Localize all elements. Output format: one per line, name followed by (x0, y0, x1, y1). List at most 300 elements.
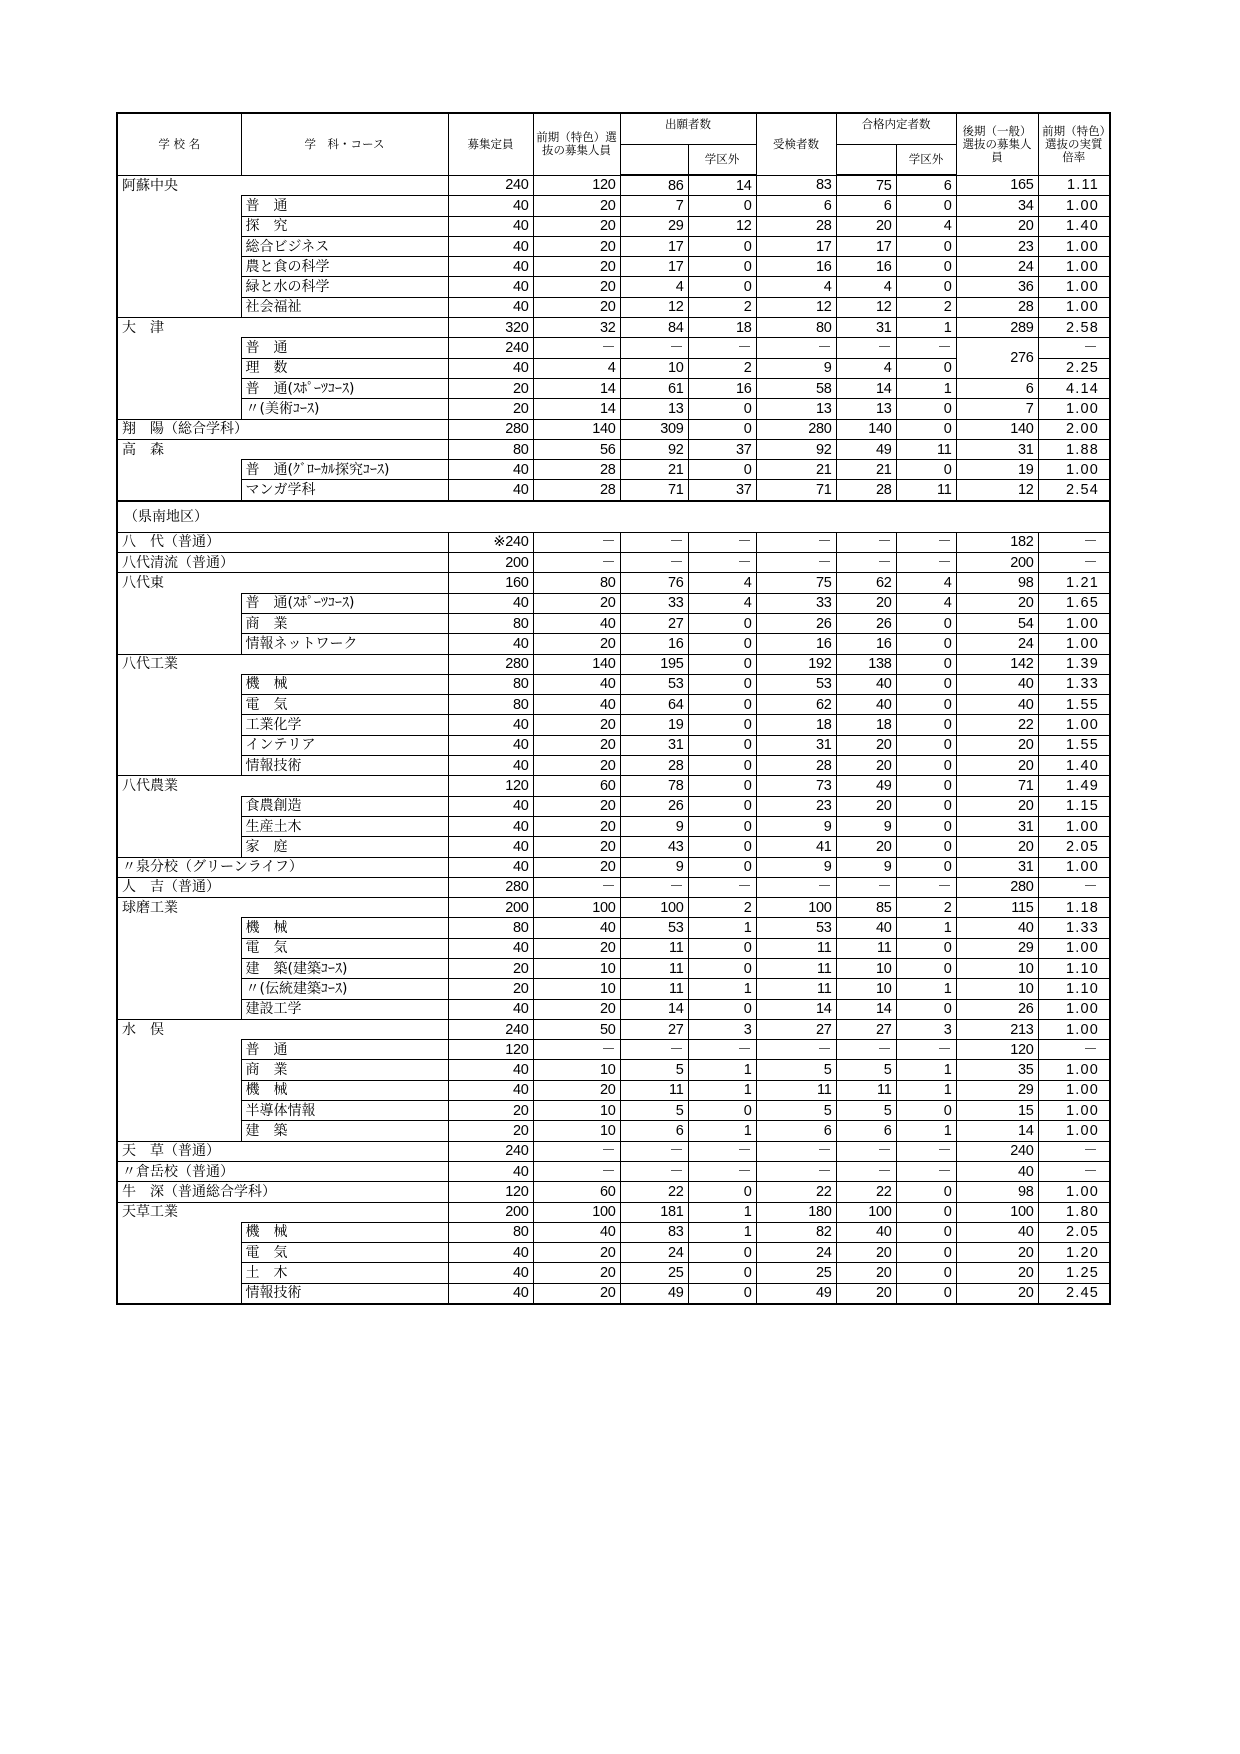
admissions-table (116, 112, 1111, 1305)
school-name (117, 1040, 241, 1060)
examinees-cell: － (756, 877, 836, 897)
passed-cell: 4 (836, 358, 896, 378)
late-quota-cell: 40 (956, 1161, 1038, 1181)
capacity-cell: 80 (448, 439, 533, 459)
examinees-cell: 26 (756, 613, 836, 633)
school-name (117, 593, 241, 613)
examinees-cell: 49 (756, 1283, 836, 1304)
passed-cell: 20 (836, 837, 896, 857)
table-row (117, 938, 1110, 958)
examinees-cell: 192 (756, 654, 836, 674)
early-ratio-cell: 1.00 (1038, 460, 1110, 480)
early-quota-cell: 60 (533, 1182, 620, 1202)
applicants-cell: 195 (620, 654, 688, 674)
table-row (117, 674, 1110, 694)
early-ratio-cell: 1.10 (1038, 979, 1110, 999)
early-quota-cell: 56 (533, 439, 620, 459)
header-applicants-total (620, 144, 688, 175)
capacity-cell: 240 (448, 1141, 533, 1161)
early-ratio-cell: 1.40 (1038, 216, 1110, 236)
capacity-cell: 40 (448, 257, 533, 277)
passed-outside-cell: 0 (896, 1243, 956, 1263)
early-quota-cell: － (533, 1161, 620, 1181)
school-name (117, 979, 241, 999)
late-quota-cell: 20 (956, 756, 1038, 776)
passed-cell: 49 (836, 439, 896, 459)
early-quota-cell: 20 (533, 257, 620, 277)
capacity-cell: 240 (448, 175, 533, 196)
early-ratio-cell: 1.25 (1038, 1263, 1110, 1283)
applicants-outside-cell: 0 (688, 735, 756, 755)
early-quota-cell: 10 (533, 1121, 620, 1141)
capacity-cell: 40 (448, 216, 533, 236)
department-name: 家 庭 (241, 837, 448, 857)
school-name (117, 1101, 241, 1121)
late-quota-cell: 20 (956, 1263, 1038, 1283)
applicants-cell: 22 (620, 1182, 688, 1202)
table-row (117, 756, 1110, 776)
passed-cell: 62 (836, 573, 896, 593)
table-row (117, 1040, 1110, 1060)
applicants-cell: 4 (620, 277, 688, 297)
department-name (241, 439, 448, 459)
passed-outside-cell: 0 (896, 236, 956, 256)
header-examinees: 受検者数 (756, 113, 836, 175)
passed-outside-cell: 0 (896, 1263, 956, 1283)
passed-cell: 20 (836, 593, 896, 613)
passed-cell: 9 (836, 816, 896, 836)
passed-cell: 6 (836, 1121, 896, 1141)
early-quota-cell: 80 (533, 573, 620, 593)
passed-cell: 17 (836, 236, 896, 256)
passed-outside-cell: 0 (896, 196, 956, 216)
passed-outside-cell: 0 (896, 654, 956, 674)
header-passed-total (836, 144, 896, 175)
early-quota-cell: 40 (533, 1222, 620, 1242)
applicants-outside-cell: 0 (688, 613, 756, 633)
passed-outside-cell: 0 (896, 796, 956, 816)
department-name: 普 通(ｽﾎﾟｰﾂｺｰｽ) (241, 378, 448, 398)
passed-outside-cell: 1 (896, 1080, 956, 1100)
early-quota-cell: 140 (533, 419, 620, 439)
table-row (117, 1080, 1110, 1100)
early-quota-cell: 20 (533, 816, 620, 836)
applicants-outside-cell: 0 (688, 460, 756, 480)
applicants-cell: 16 (620, 634, 688, 654)
early-ratio-cell: 1.80 (1038, 1202, 1110, 1222)
passed-cell: 14 (836, 999, 896, 1019)
early-quota-cell: 120 (533, 175, 620, 196)
applicants-outside-cell: 2 (688, 898, 756, 918)
early-ratio-cell: 2.54 (1038, 480, 1110, 501)
late-quota-cell: 10 (956, 979, 1038, 999)
applicants-cell: 92 (620, 439, 688, 459)
early-ratio-cell: 2.25 (1038, 358, 1110, 378)
department-name: 食農創造 (241, 796, 448, 816)
school-name (117, 236, 241, 256)
applicants-cell: 71 (620, 480, 688, 501)
examinees-cell: 11 (756, 958, 836, 978)
early-quota-cell: 20 (533, 196, 620, 216)
applicants-outside-cell: 12 (688, 216, 756, 236)
early-quota-cell: 40 (533, 918, 620, 938)
applicants-cell: 28 (620, 756, 688, 776)
capacity-cell: 40 (448, 1161, 533, 1181)
examinees-cell: 28 (756, 216, 836, 236)
late-quota-cell: 200 (956, 553, 1038, 573)
department-name (241, 898, 448, 918)
table-row (117, 399, 1110, 419)
examinees-cell: 22 (756, 1182, 836, 1202)
applicants-outside-cell: 1 (688, 979, 756, 999)
examinees-cell: 58 (756, 378, 836, 398)
applicants-cell: 11 (620, 938, 688, 958)
early-quota-cell: 10 (533, 1060, 620, 1080)
applicants-cell: － (620, 1040, 688, 1060)
early-quota-cell: － (533, 1141, 620, 1161)
table-row (117, 378, 1110, 398)
examinees-cell: 12 (756, 297, 836, 317)
applicants-outside-cell: － (688, 1141, 756, 1161)
department-name: 普 通 (241, 338, 448, 358)
late-quota-cell: 20 (956, 796, 1038, 816)
early-ratio-cell: 2.05 (1038, 837, 1110, 857)
early-quota-cell: 20 (533, 634, 620, 654)
examinees-cell: 13 (756, 399, 836, 419)
applicants-outside-cell: － (688, 1040, 756, 1060)
capacity-cell: 40 (448, 297, 533, 317)
table-row (117, 1121, 1110, 1141)
examinees-cell: － (756, 338, 836, 358)
school-name (117, 338, 241, 358)
passed-outside-cell: － (896, 1161, 956, 1181)
early-quota-cell: 100 (533, 1202, 620, 1222)
applicants-outside-cell: 0 (688, 938, 756, 958)
capacity-cell: 40 (448, 1283, 533, 1304)
department-name: 生産土木 (241, 816, 448, 836)
early-ratio-cell: 1.00 (1038, 816, 1110, 836)
passed-outside-cell: 0 (896, 1202, 956, 1222)
late-quota-cell: 98 (956, 1182, 1038, 1202)
early-ratio-cell: 1.00 (1038, 1019, 1110, 1039)
passed-cell: － (836, 1161, 896, 1181)
department-name: 農と食の科学 (241, 257, 448, 277)
school-name (117, 918, 241, 938)
applicants-outside-cell: 0 (688, 715, 756, 735)
school-name (117, 816, 241, 836)
school-name: 球磨工業 (117, 898, 241, 918)
capacity-cell: 160 (448, 573, 533, 593)
early-ratio-cell: － (1038, 532, 1110, 552)
passed-cell: － (836, 532, 896, 552)
applicants-cell: 9 (620, 857, 688, 877)
department-name: 社会福祉 (241, 297, 448, 317)
examinees-cell: 28 (756, 756, 836, 776)
capacity-cell: 80 (448, 918, 533, 938)
late-quota-cell: 40 (956, 1222, 1038, 1242)
early-ratio-cell: 1.65 (1038, 593, 1110, 613)
school-name (117, 613, 241, 633)
passed-outside-cell: 1 (896, 918, 956, 938)
passed-outside-cell: 1 (896, 1121, 956, 1141)
early-quota-cell: 20 (533, 857, 620, 877)
department-name (241, 1019, 448, 1039)
school-name (117, 1243, 241, 1263)
early-ratio-cell: 1.18 (1038, 898, 1110, 918)
passed-outside-cell: 0 (896, 1222, 956, 1242)
passed-cell: 20 (836, 756, 896, 776)
applicants-cell: 12 (620, 297, 688, 317)
department-name (241, 776, 448, 796)
examinees-cell: 6 (756, 196, 836, 216)
early-ratio-cell: 4.14 (1038, 378, 1110, 398)
applicants-outside-cell: 0 (688, 196, 756, 216)
late-quota-cell: 36 (956, 277, 1038, 297)
early-ratio-cell: 1.11 (1038, 175, 1110, 196)
passed-cell: 31 (836, 318, 896, 338)
school-name (117, 399, 241, 419)
capacity-cell: 240 (448, 338, 533, 358)
applicants-cell: 24 (620, 1243, 688, 1263)
capacity-cell: 80 (448, 613, 533, 633)
passed-outside-cell: 0 (896, 756, 956, 776)
school-name: 高 森 (117, 439, 241, 459)
applicants-outside-cell: 0 (688, 277, 756, 297)
applicants-cell: 43 (620, 837, 688, 857)
capacity-cell: 80 (448, 695, 533, 715)
early-quota-cell: 28 (533, 480, 620, 501)
capacity-cell: 20 (448, 1121, 533, 1141)
passed-cell: － (836, 877, 896, 897)
late-quota-cell: 140 (956, 419, 1038, 439)
passed-cell: 20 (836, 1263, 896, 1283)
school-name: 天草工業 (117, 1202, 241, 1222)
early-quota-cell: － (533, 338, 620, 358)
table-row (117, 1060, 1110, 1080)
school-name (117, 1080, 241, 1100)
school-name (117, 1121, 241, 1141)
applicants-outside-cell: 0 (688, 634, 756, 654)
late-quota-cell: 240 (956, 1141, 1038, 1161)
applicants-cell: 27 (620, 1019, 688, 1039)
passed-cell: 75 (836, 175, 896, 196)
capacity-cell: 40 (448, 1060, 533, 1080)
examinees-cell: 33 (756, 593, 836, 613)
passed-cell: 20 (836, 796, 896, 816)
admissions-table-sheet (116, 112, 1111, 1305)
table-row (117, 532, 1110, 552)
table-row (117, 857, 1110, 877)
department-name: 情報技術 (241, 1283, 448, 1304)
passed-outside-cell: 1 (896, 318, 956, 338)
early-ratio-cell: 1.55 (1038, 735, 1110, 755)
applicants-outside-cell: 0 (688, 796, 756, 816)
early-ratio-cell: 1.00 (1038, 297, 1110, 317)
passed-cell: 28 (836, 480, 896, 501)
table-row (117, 1263, 1110, 1283)
late-quota-cell: 120 (956, 1040, 1038, 1060)
early-quota-cell: 20 (533, 715, 620, 735)
late-quota-cell: 289 (956, 318, 1038, 338)
passed-outside-cell: 0 (896, 1182, 956, 1202)
table-row (117, 573, 1110, 593)
passed-cell: 27 (836, 1019, 896, 1039)
early-quota-cell: 40 (533, 695, 620, 715)
school-name (117, 837, 241, 857)
early-ratio-cell: 1.33 (1038, 674, 1110, 694)
late-quota-cell: 280 (956, 877, 1038, 897)
applicants-outside-cell: 0 (688, 1283, 756, 1304)
table-row (117, 715, 1110, 735)
applicants-outside-cell: － (688, 553, 756, 573)
passed-cell: 20 (836, 1243, 896, 1263)
early-ratio-cell: 1.49 (1038, 776, 1110, 796)
applicants-outside-cell: 1 (688, 1080, 756, 1100)
table-row (117, 419, 1110, 439)
school-name (117, 1060, 241, 1080)
department-name: 商 業 (241, 1060, 448, 1080)
school-name: 水 俣 (117, 1019, 241, 1039)
capacity-cell: 40 (448, 999, 533, 1019)
passed-outside-cell: 0 (896, 674, 956, 694)
school-name: 八代清流（普通） (117, 553, 448, 573)
early-quota-cell: 20 (533, 938, 620, 958)
table-row (117, 460, 1110, 480)
examinees-cell: － (756, 1040, 836, 1060)
applicants-outside-cell: 37 (688, 480, 756, 501)
school-name (117, 674, 241, 694)
capacity-cell: 40 (448, 236, 533, 256)
examinees-cell: 11 (756, 979, 836, 999)
late-quota-cell: 20 (956, 593, 1038, 613)
passed-outside-cell: 3 (896, 1019, 956, 1039)
late-quota-cell: 213 (956, 1019, 1038, 1039)
applicants-cell: 5 (620, 1101, 688, 1121)
school-name (117, 634, 241, 654)
early-quota-cell: 20 (533, 1080, 620, 1100)
capacity-cell: 200 (448, 553, 533, 573)
table-row (117, 1101, 1110, 1121)
applicants-outside-cell: 0 (688, 1101, 756, 1121)
department-name (241, 573, 448, 593)
header-passed: 合格内定者数 (836, 113, 956, 144)
passed-cell: 49 (836, 776, 896, 796)
early-quota-cell: 20 (533, 1243, 620, 1263)
passed-outside-cell: － (896, 553, 956, 573)
applicants-cell: － (620, 1161, 688, 1181)
late-quota-cell: 31 (956, 857, 1038, 877)
examinees-cell: 280 (756, 419, 836, 439)
table-row (117, 1283, 1110, 1304)
late-quota-cell: 71 (956, 776, 1038, 796)
passed-outside-cell: 4 (896, 216, 956, 236)
applicants-outside-cell: 0 (688, 674, 756, 694)
department-name: 建 築 (241, 1121, 448, 1141)
passed-outside-cell: 11 (896, 439, 956, 459)
passed-cell: 20 (836, 216, 896, 236)
header-passed-outside: 学区外 (896, 144, 956, 175)
early-quota-cell: 40 (533, 613, 620, 633)
early-quota-cell: 10 (533, 958, 620, 978)
applicants-outside-cell: 0 (688, 1182, 756, 1202)
applicants-outside-cell: － (688, 1161, 756, 1181)
early-quota-cell: 20 (533, 593, 620, 613)
late-quota-cell: 14 (956, 1121, 1038, 1141)
early-quota-cell: 20 (533, 277, 620, 297)
table-row (117, 318, 1110, 338)
capacity-cell: 80 (448, 1222, 533, 1242)
early-ratio-cell: 1.00 (1038, 399, 1110, 419)
department-name: 総合ビジネス (241, 236, 448, 256)
early-ratio-cell: 2.00 (1038, 419, 1110, 439)
school-name: 八代農業 (117, 776, 241, 796)
applicants-cell: 10 (620, 358, 688, 378)
applicants-cell: － (620, 553, 688, 573)
department-name: 土 木 (241, 1263, 448, 1283)
applicants-cell: 31 (620, 735, 688, 755)
applicants-cell: 17 (620, 257, 688, 277)
table-row (117, 1202, 1110, 1222)
department-name: 電 気 (241, 938, 448, 958)
table-row (117, 196, 1110, 216)
capacity-cell: 120 (448, 1040, 533, 1060)
early-quota-cell: 20 (533, 297, 620, 317)
examinees-cell: 75 (756, 573, 836, 593)
examinees-cell: 9 (756, 816, 836, 836)
applicants-cell: 83 (620, 1222, 688, 1242)
capacity-cell: 120 (448, 1182, 533, 1202)
early-ratio-cell: 1.00 (1038, 1182, 1110, 1202)
applicants-outside-cell: 0 (688, 236, 756, 256)
applicants-cell: 181 (620, 1202, 688, 1222)
applicants-outside-cell: － (688, 338, 756, 358)
applicants-cell: 33 (620, 593, 688, 613)
examinees-cell: 80 (756, 318, 836, 338)
examinees-cell: 73 (756, 776, 836, 796)
capacity-cell: 40 (448, 1263, 533, 1283)
late-quota-cell: 31 (956, 816, 1038, 836)
school-name (117, 358, 241, 378)
table-row (117, 1243, 1110, 1263)
passed-outside-cell: 0 (896, 634, 956, 654)
examinees-cell: 5 (756, 1060, 836, 1080)
table-row (117, 1222, 1110, 1242)
early-ratio-cell: 1.39 (1038, 654, 1110, 674)
early-ratio-cell: 1.00 (1038, 1121, 1110, 1141)
early-ratio-cell: 1.33 (1038, 918, 1110, 938)
early-ratio-cell: 2.05 (1038, 1222, 1110, 1242)
early-ratio-cell: 1.00 (1038, 857, 1110, 877)
applicants-outside-cell: 16 (688, 378, 756, 398)
applicants-outside-cell: 37 (688, 439, 756, 459)
applicants-cell: 64 (620, 695, 688, 715)
passed-outside-cell: － (896, 1040, 956, 1060)
school-name: 〃倉岳校（普通） (117, 1161, 448, 1181)
passed-cell: 20 (836, 1283, 896, 1304)
passed-outside-cell: 2 (896, 898, 956, 918)
applicants-cell: 5 (620, 1060, 688, 1080)
passed-cell: 4 (836, 277, 896, 297)
school-name (117, 1283, 241, 1304)
table-row (117, 796, 1110, 816)
passed-cell: 40 (836, 674, 896, 694)
examinees-cell: 83 (756, 175, 836, 196)
passed-cell: 10 (836, 958, 896, 978)
passed-outside-cell: 0 (896, 277, 956, 297)
table-row (117, 1182, 1110, 1202)
early-quota-cell: 140 (533, 654, 620, 674)
early-quota-cell: 20 (533, 796, 620, 816)
